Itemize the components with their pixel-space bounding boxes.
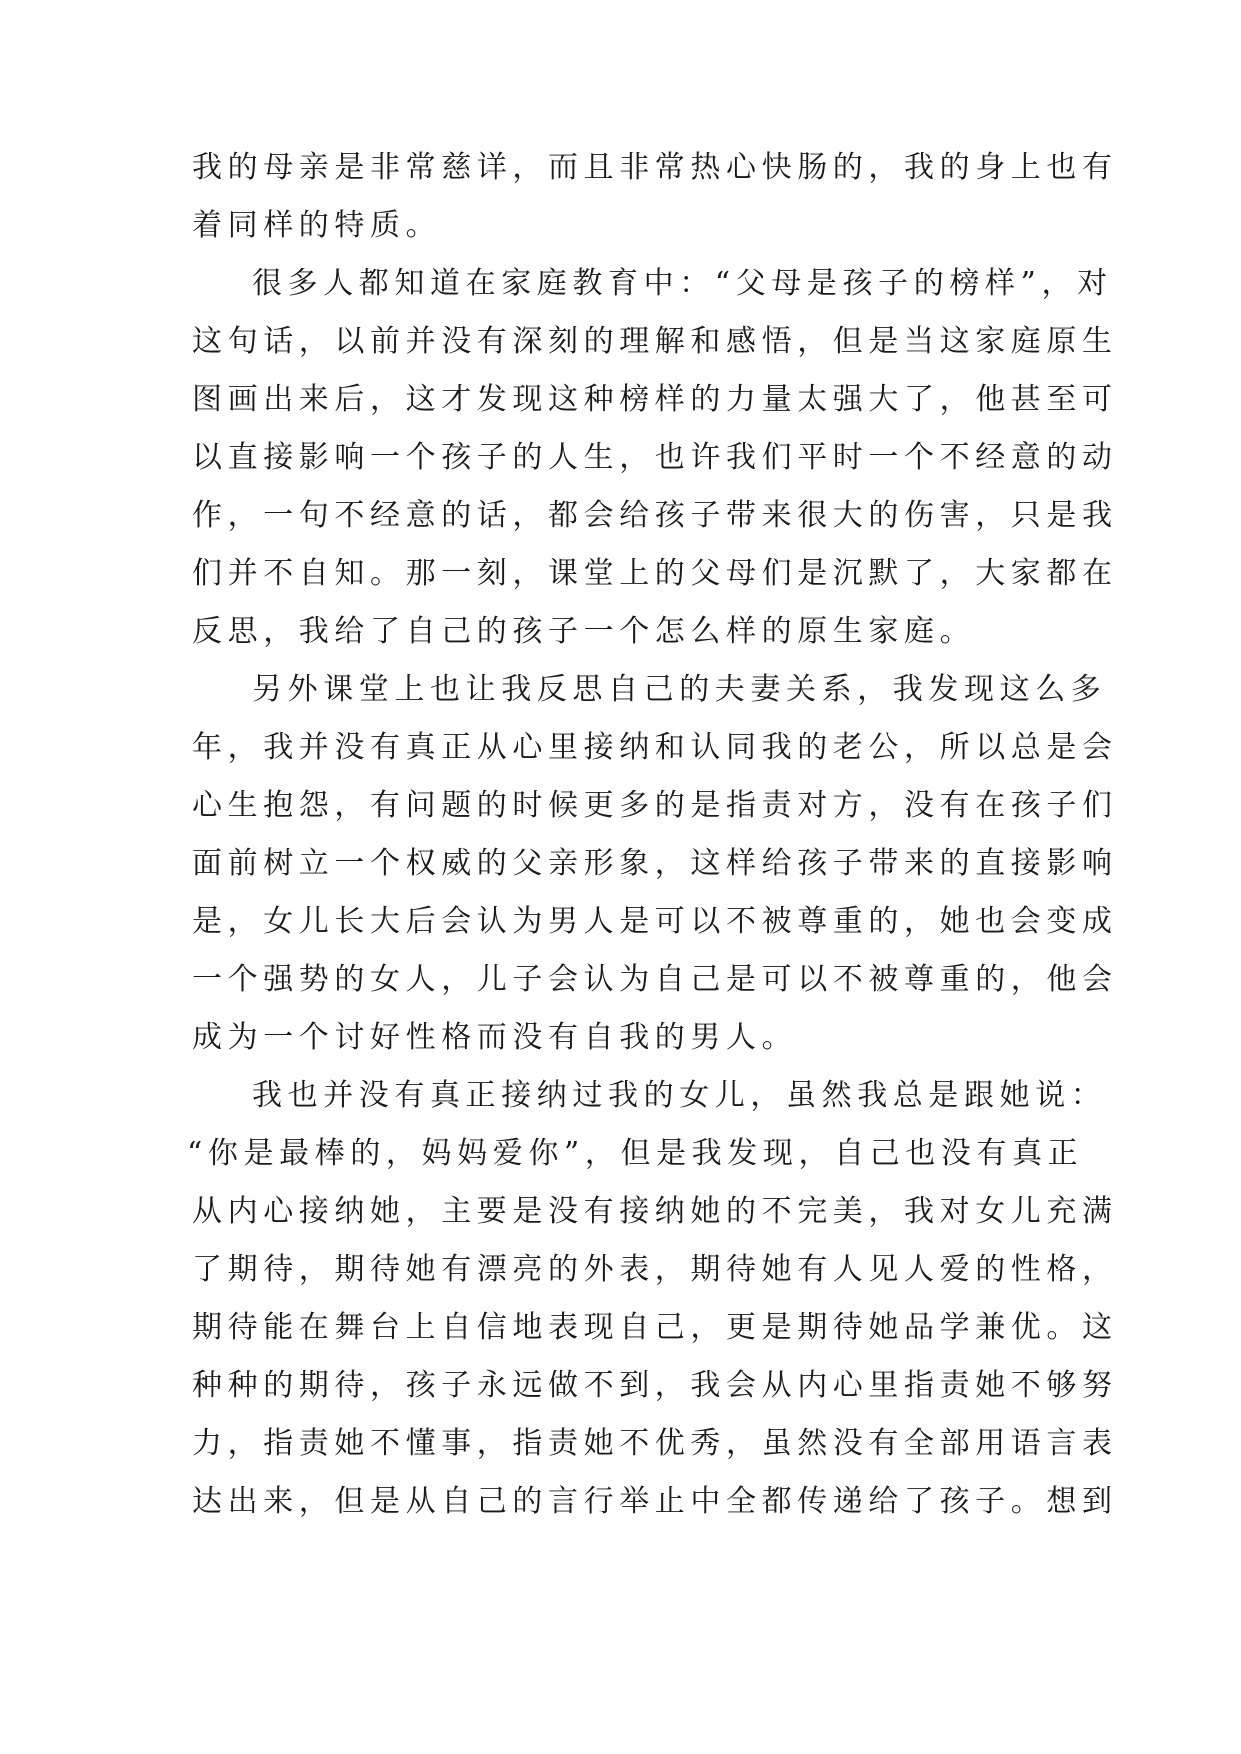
text-line: 从内心接纳她，主要是没有接纳她的不完美，我对女儿充满 (192, 1194, 1118, 1229)
text-line: 以直接影响一个孩子的人生，也许我们平时一个不经意的动 (192, 440, 1118, 475)
text-line: 年，我并没有真正从心里接纳和认同我的老公，所以总是会 (192, 730, 1118, 765)
text-line: 力，指责她不懂事，指责她不优秀，虽然没有全部用语言表 (192, 1426, 1118, 1461)
text-line: 期待能在舞台上自信地表现自己，更是期待她品学兼优。这 (192, 1310, 1118, 1345)
text-line: 图画出来后，这才发现这种榜样的力量太强大了，他甚至可 (192, 382, 1118, 417)
text-line: 面前树立一个权威的父亲形象，这样给孩子带来的直接影响 (192, 846, 1118, 881)
text-line: 作，一句不经意的话，都会给孩子带来很大的伤害，只是我 (192, 498, 1118, 533)
text-line: 着同样的特质。 (192, 208, 442, 243)
text-line: 是，女儿长大后会认为男人是可以不被尊重的，她也会变成 (192, 904, 1118, 939)
paragraph-first-line: 我也并没有真正接纳过我的女儿，虽然我总是跟她说： (252, 1078, 1107, 1113)
paragraph-first-line: 很多人都知道在家庭教育中：“父母是孩子的榜样”，对 (252, 266, 1113, 301)
text-line: 种种的期待，孩子永远做不到，我会从内心里指责她不够努 (192, 1368, 1118, 1403)
text-line: 们并不自知。那一刻，课堂上的父母们是沉默了，大家都在 (192, 556, 1118, 591)
text-line: 了期待，期待她有漂亮的外表，期待她有人见人爱的性格， (192, 1252, 1118, 1287)
text-line: 一个强势的女人，儿子会认为自己是可以不被尊重的，他会 (192, 962, 1118, 997)
text-line: 达出来，但是从自己的言行举止中全都传递给了孩子。想到 (192, 1484, 1118, 1519)
text-line: “你是最棒的，妈妈爱你”，但是我发现，自己也没有真正 (187, 1136, 1084, 1171)
text-line: 我的母亲是非常慈详，而且非常热心快肠的，我的身上也有 (192, 150, 1118, 185)
text-line: 心生抱怨，有问题的时候更多的是指责对方，没有在孩子们 (192, 788, 1118, 823)
paragraph-first-line: 另外课堂上也让我反思自己的夫妻关系，我发现这么多 (252, 672, 1107, 707)
text-line: 反思，我给了自己的孩子一个怎么样的原生家庭。 (192, 614, 976, 649)
text-line: 这句话，以前并没有深刻的理解和感悟，但是当这家庭原生 (192, 324, 1118, 359)
text-line: 成为一个讨好性格而没有自我的男人。 (192, 1020, 798, 1055)
